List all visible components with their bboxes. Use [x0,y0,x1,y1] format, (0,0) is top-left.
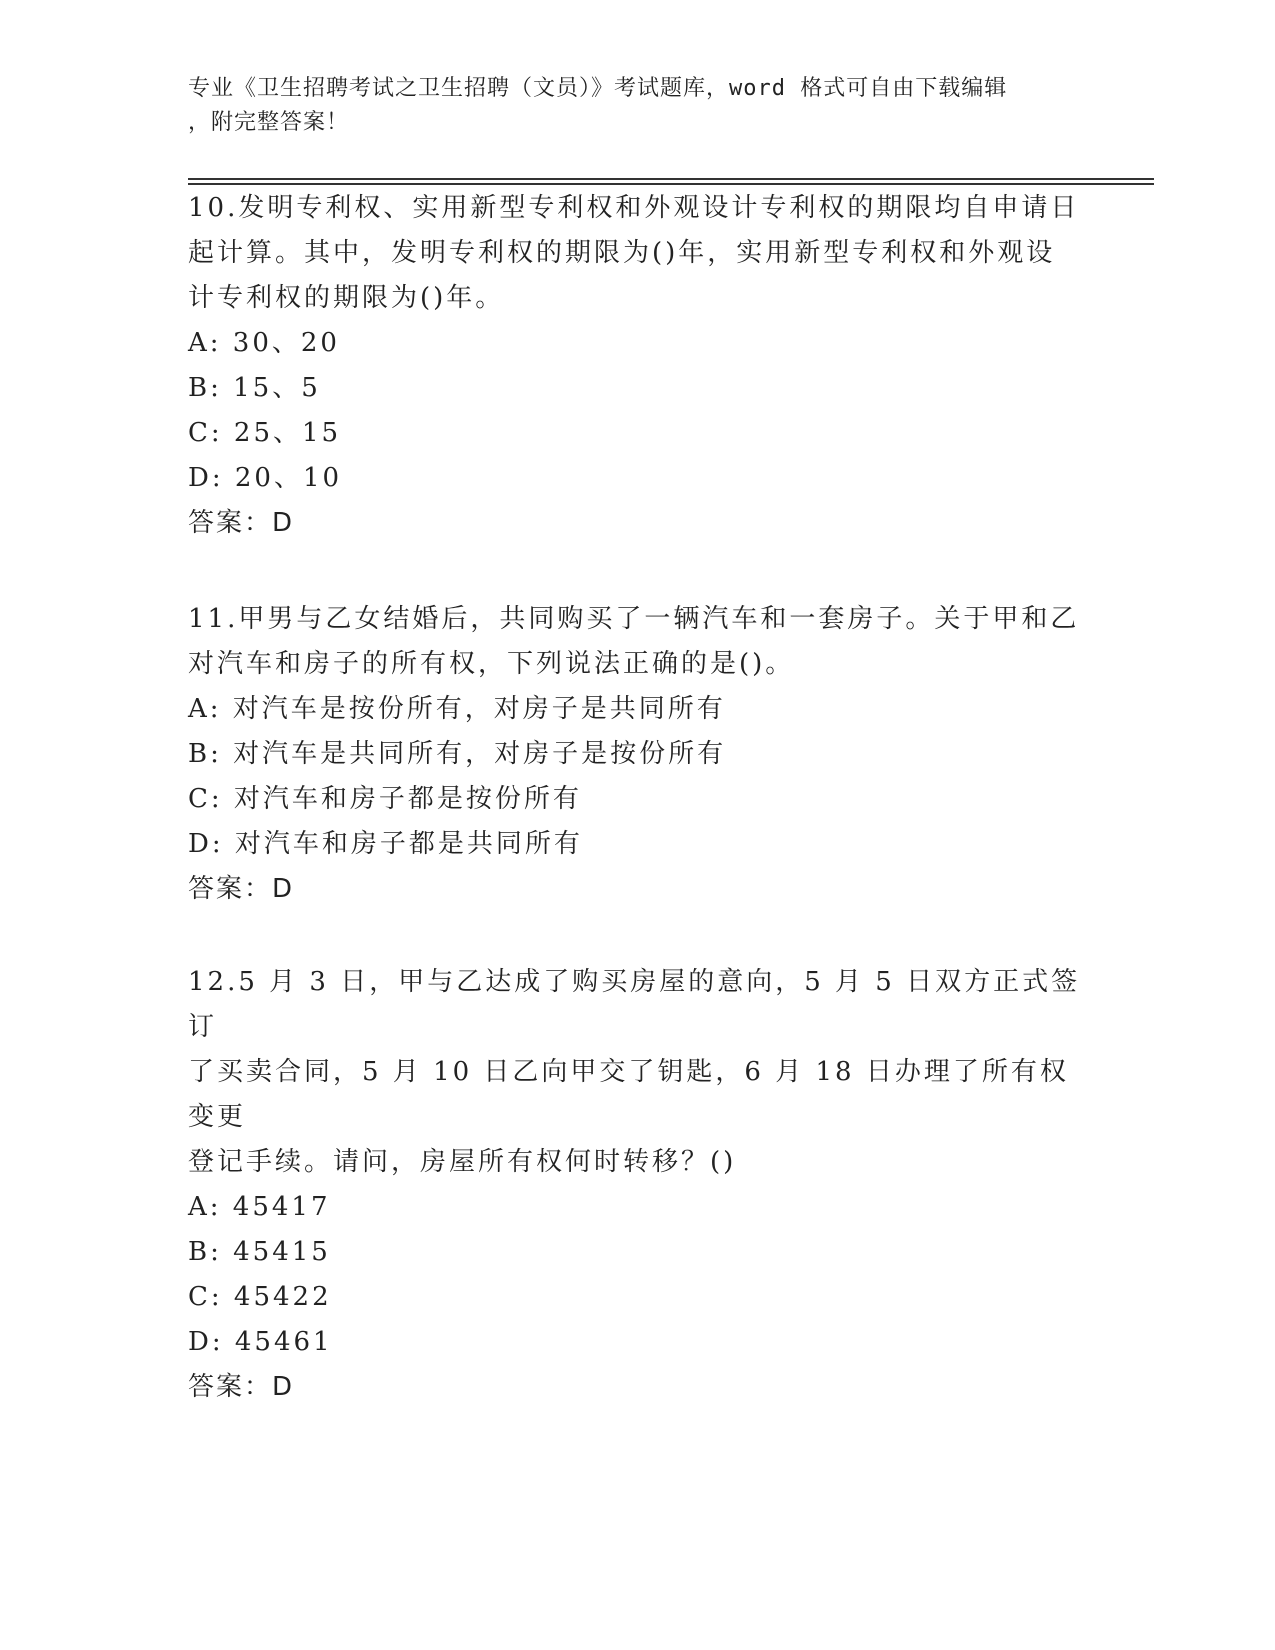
question-stem-line: 12.5 月 3 日，甲与乙达成了购买房屋的意向，5 月 5 日双方正式签订 [188,967,1081,1042]
option-d: D: 20、10 [188,463,343,493]
answer: 答案：D [188,508,295,538]
question-stem-line: 10.发明专利权、实用新型专利权和外观设计专利权的期限均自申请日 [188,193,1080,223]
question-stem-line: 计专利权的期限为()年。 [188,283,505,313]
question-10 [188,186,1088,546]
option-b: B: 15、5 [188,373,321,403]
header-line-2: ，附完整答案！ [188,110,350,135]
option-c: C: 对汽车和房子都是按份所有 [188,784,582,814]
header-divider-bottom [188,183,1154,185]
question-stem-line: 11.甲男与乙女结婚后，共同购买了一辆汽车和一套房子。关于甲和乙 [188,604,1080,634]
option-a: A: 30、20 [188,328,340,358]
option-b: B: 45415 [188,1237,331,1267]
answer: 答案：D [188,1372,295,1402]
question-11 [188,597,1088,912]
question-stem-line: 登记手续。请问，房屋所有权何时转移？() [188,1147,737,1177]
header-line-1: 专业《卫生招聘考试之卫生招聘（文员）》考试题库，word 格式可自由下载编辑 [188,76,1008,101]
answer: 答案：D [188,874,295,904]
document-header [188,72,1068,140]
option-a: A: 45417 [188,1192,331,1222]
option-a: A: 对汽车是按份所有，对房子是共同所有 [188,694,726,724]
option-c: C: 45422 [188,1282,332,1312]
question-stem-line: 对汽车和房子的所有权，下列说法正确的是()。 [188,649,795,679]
option-d: D: 45461 [188,1327,333,1357]
option-c: C: 25、15 [188,418,342,448]
option-d: D: 对汽车和房子都是共同所有 [188,829,583,859]
option-b: B: 对汽车是共同所有，对房子是按份所有 [188,739,727,769]
question-stem-line: 了买卖合同，5 月 10 日乙向甲交了钥匙，6 月 18 日办理了所有权变更 [188,1057,1069,1132]
header-divider-top [188,178,1154,180]
question-stem-line: 起计算。其中，发明专利权的期限为()年，实用新型专利权和外观设 [188,238,1056,268]
question-12 [188,960,1088,1410]
